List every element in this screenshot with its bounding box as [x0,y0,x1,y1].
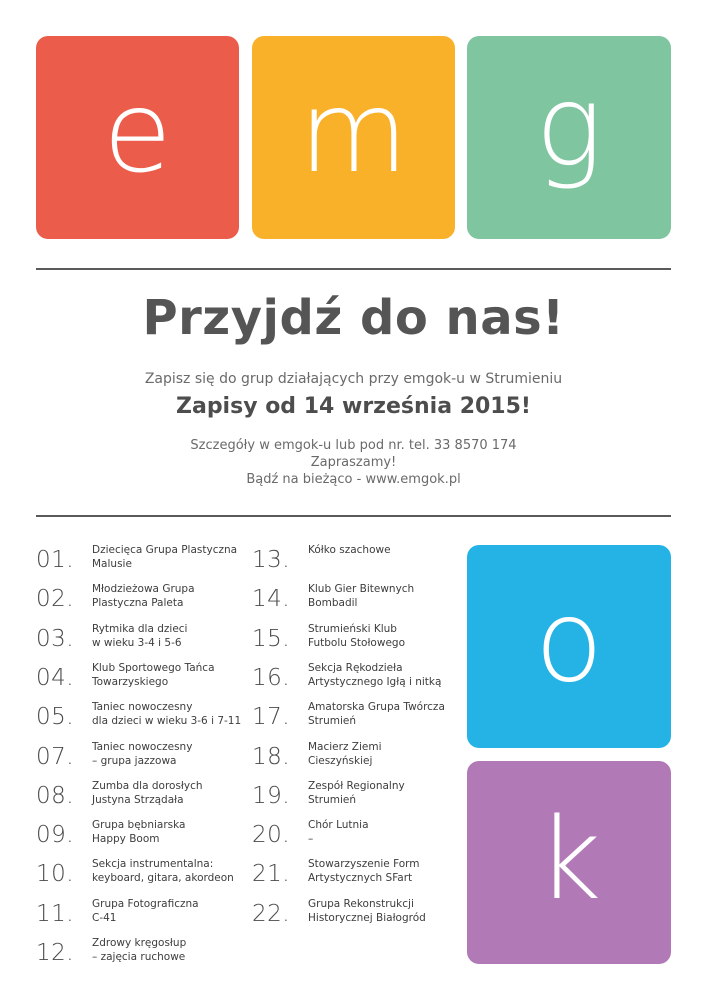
group-name-line2: Artystycznych SFart [308,872,413,885]
logo-tile-m [252,36,455,239]
logo-letter-o: o [534,576,604,707]
group-name [308,779,405,807]
group-item [252,543,391,572]
group-name [92,740,192,768]
group-name [92,582,195,610]
divider-middle [36,515,671,517]
group-name-line1: Rytmika dla dzieci [92,622,188,635]
group-name [92,818,185,846]
group-item [252,740,382,769]
enrollment-date: Zapisy od 14 września 2015! [176,394,531,419]
group-name [92,936,186,964]
group-name [308,857,420,885]
group-name-line1: Grupa Fotograficzna [92,897,199,910]
logo-letter-g: g [535,61,603,192]
group-name [92,857,234,885]
divider-top [36,268,671,270]
group-number: 21. [252,861,291,888]
group-name-line1: Chór Lutnia [308,819,369,832]
group-name [308,622,405,650]
group-number: 02. [36,586,75,613]
group-item [36,700,241,729]
group-name [308,582,414,610]
group-name-line1: Kółko szachowe [308,544,391,556]
group-name-line2: Bombadil [308,597,358,610]
logo-tile-g [467,36,671,239]
group-item [36,543,237,572]
group-name-line2: – [308,833,314,846]
logo-tile-e [36,36,239,239]
group-number: 09. [36,822,75,849]
group-item [252,897,426,926]
group-item [36,582,195,611]
group-item [36,857,234,886]
group-name-line1: Klub Sportowego Tańca [92,661,215,674]
group-name-line1: Młodzieżowa Grupa [92,583,195,596]
group-name-line1: Zumba dla dorosłych [92,779,203,792]
group-name-line2: Strumień [308,715,357,728]
group-name [92,897,199,925]
group-number: 15. [252,625,291,652]
group-name [92,779,203,807]
group-item [36,897,199,926]
group-number: 13. [252,547,291,573]
group-item [36,622,187,651]
group-name-line2: Strumień [308,793,357,806]
intro-text: Zapisz się do grup działających przy emgok-u w Strumieniu [144,371,563,387]
group-name [308,700,445,728]
group-name [308,818,369,846]
group-item [36,740,192,769]
group-name-line2: dla dzieci w wieku 3-6 i 7-11 [92,715,242,728]
group-number: 12. [36,940,75,966]
group-name [92,543,237,571]
group-name-line2: w wieku 3-4 i 5-6 [92,636,182,649]
group-name-line2: Happy Boom [92,833,160,846]
group-item [252,700,445,729]
group-name-line2: – grupa jazzowa [92,754,177,767]
group-number: 14. [252,586,291,613]
group-name-line1: Zespół Regionalny [308,779,405,792]
group-name-line1: Grupa Rekonstrukcji [308,897,414,910]
group-item [36,818,185,847]
group-item [252,661,441,690]
group-name-line1: Taniec nowoczesny [92,701,193,714]
group-number: 05. [36,704,75,731]
details-website: Bądź na bieżąco - www.emgok.pl [246,472,461,487]
details-block [36,437,671,488]
group-item [252,818,369,847]
group-item [36,779,203,808]
group-number: 16. [252,664,291,691]
group-name [92,622,187,650]
group-number: 10. [36,861,75,888]
logo-letter-m: m [298,67,409,198]
group-name [92,661,215,689]
logo-letter-k: k [536,794,602,925]
group-name-line2: – zajęcia ruchowe [92,951,186,963]
group-name-line2: Historycznej Białogród [308,911,426,924]
group-name-line2: Towarzyskiego [92,675,169,688]
group-item [252,622,405,651]
group-name-line2: keyboard, gitara, akordeon [92,872,234,885]
group-name-line1: Macierz Ziemi [308,740,382,753]
details-invite: Zapraszamy! [310,455,397,470]
group-number: 22. [252,900,291,927]
group-name-line1: Amatorska Grupa Twórcza [308,701,445,714]
group-item [36,936,186,965]
group-name-line2: Malusie [92,558,132,570]
logo-tile-k [467,761,671,964]
group-item [36,661,215,690]
group-name-line1: Sekcja Rękodzieła [308,661,403,674]
group-name-line2: Futbolu Stołowego [308,636,405,649]
group-name-line1: Dziecięca Grupa Plastyczna [92,544,238,556]
logo-letter-e: e [103,67,172,198]
group-name-line2: Justyna Strządała [92,793,184,806]
group-item [252,779,405,808]
group-name-line2: Artystycznego Igłą i nitką [308,675,442,688]
group-name [308,543,391,557]
group-name-line1: Klub Gier Bitewnych [308,583,415,596]
group-name-line1: Zdrowy kręgosłup [92,937,187,949]
group-item [252,857,420,886]
group-name [308,740,382,768]
group-number: 18. [252,743,291,770]
group-name-line2: C-41 [92,911,117,924]
details-phone: Szczegóły w emgok-u lub pod nr. tel. 33 8570 174 [190,438,517,453]
group-name [308,661,441,689]
group-number: 07. [36,743,75,770]
group-name-line1: Sekcja instrumentalna: [92,858,214,871]
group-number: 19. [252,782,291,809]
logo-tile-o [467,545,671,748]
group-number: 11. [36,900,75,927]
group-number: 01. [36,547,75,573]
group-name-line1: Stowarzyszenie Form [308,858,420,871]
group-item [252,582,414,611]
group-number: 08. [36,782,75,809]
group-number: 20. [252,822,291,849]
group-name-line2: Cieszyńskiej [308,754,373,767]
group-name [308,897,426,925]
group-name-line1: Grupa bębniarska [92,819,186,832]
group-name [92,700,241,728]
group-name-line1: Taniec nowoczesny [92,740,193,753]
group-number: 04. [36,664,75,691]
group-name-line1: Strumieński Klub [308,622,397,635]
group-name-line2: Plastyczna Paleta [92,597,184,610]
group-number: 17. [252,704,291,731]
group-number: 03. [36,625,75,652]
headline: Przyjdź do nas! [142,290,565,346]
